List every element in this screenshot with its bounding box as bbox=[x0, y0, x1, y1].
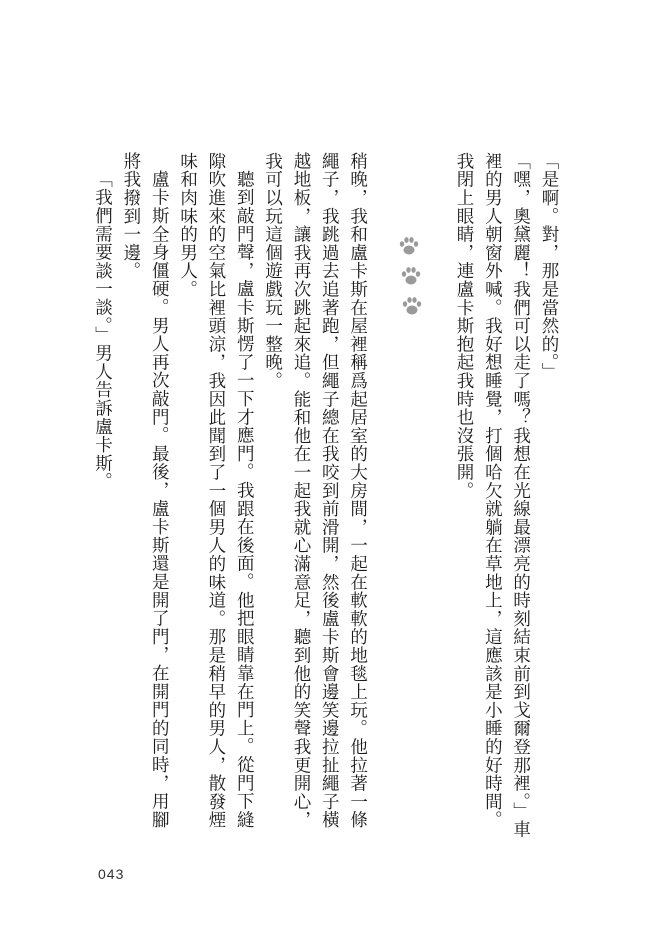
paragraph: 稍晚，我和盧卡斯在屋裡稱爲起居室的大房間，一起在軟軟的地毯上玩。他拉著一條繩子，我跳過去追著跑，但繩子總在我咬到前滑開，然後盧卡斯會邊笑邊拉扯繩子橫越地板，讓我再次跳起來追。能和他在一起我就心滿意足，聽到他的笑聲我更開心，我可以玩這個遊戲玩一整晚。 bbox=[262, 152, 368, 830]
paragraph: 「嘿，奧黛麗！我們可以走了嗎？我想在光線最漂亮的時刻結束前到戈爾登那裡。」車裡的男人朝窗外喊。我好想睡覺，打個哈欠就躺在草地上，這應該是小睡的好時間。我閉上眼睛，連盧卡斯抱起我時也沒張開。 bbox=[453, 152, 531, 839]
body-text bbox=[88, 152, 563, 842]
paragraph: 聽到敲門聲，盧卡斯愣了一下才應門。我跟在後面。他把眼睛靠在門上。從門下縫隙吹進來的空氣比裡頭涼，我因此聞到了一個男人的味道。那是稍早的男人，散發煙味和肉味的男人。 bbox=[177, 152, 255, 830]
paragraph: 「我們需要談一談。」男人告訴盧卡斯。 bbox=[92, 169, 113, 491]
page-number: 043 bbox=[98, 866, 125, 882]
paw-print-icon bbox=[398, 236, 420, 256]
paragraph: 「是啊。對，那是當然的。」 bbox=[539, 152, 559, 382]
paw-print-icon bbox=[401, 296, 423, 316]
section-separator bbox=[372, 152, 450, 842]
paw-print-icon bbox=[400, 266, 422, 286]
paragraph: 盧卡斯全身僵硬。男人再次敲門。最後，盧卡斯還是開了門，在開門的同時，用腳將我撥到一邊。 bbox=[120, 152, 170, 829]
